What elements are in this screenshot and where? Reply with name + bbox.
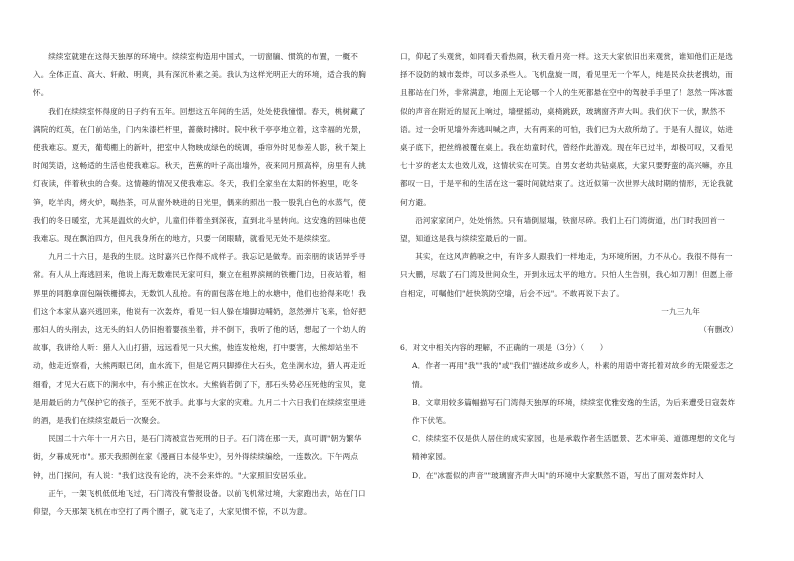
- paragraph-2: 我们在续续室怀得度的日子约有五年。回想这五年间的生活，处处使我憧憬。春天，桃树藏了满院的红英，在门前站坐，门内朱漆栏杆里，蔷薇时拂时。院中秋千亭亭地立着，这幸福的光景，使我难忘。夏天，葡萄棚上的新叶，把室中人物映成绿色的统调，垂帘外时见参差人影，秋千架上时闻笑语，这畅适的生活也使我难忘。秋天，芭蕉的叶子高出墙外，夜来同月照高梓，房里有人挑灯夜读，伴着秋虫的合奏。这情趣的情况又使我难忘。冬天，我们全家坐在太阳的怀抱里，吃冬笋，吃羊肉，烤火炉，喝热茶，可从窗外映进的日光里，偶来的照出一股一股乳白色的水蒸气，使我们的冬日暖室，尤其是温炊的火炉，儿童们伴着坐到深夜，直到北斗星转向。这安逸的回味也使我难忘。现在飘泊四方，但凡我身所在的地方，只要一闭眼睛，就看见无处不是续续室。: [33, 106, 366, 244]
- option-a: A．作者一再用"我""我的"或"我们"描述故乡或乡人，朴素的用语中寄托着对故乡的无限爱恋之情。: [412, 361, 734, 389]
- option-c: C．续续室不仅是供人居住的成实家园，也是承载作者生活愿景、艺术审美、道德理想的文化与精神家园。: [412, 434, 736, 462]
- paragraph-6: 口，仰起了头观赏，如同看天看热闹，秋天看月亮一样。这天大家依旧出来观赏，谁知他们正是选择不设防的城市轰炸，可以多杀些人。飞机盘旋一周，看见里无一个军人，纯是民众扶老携幼，而且都站在门外，非常满意，地面上无论哪一个人的生死都悬在空中的驾驶手手里了！忽然一阵冰雹似的声音在附近的屋瓦上响过，墙壁摇动，桌椅跳跃，玻璃窗齐声大叫。我们伏下一伏，默然不语。过一会听见墙外奔逃叫喊之声，大有两来的可怕，我们已为大敌所劫了。于是有人提议，姑进桌子底下，把丝绵被覆在桌上。我在幼童时代，曾经作此游戏。现在年已过半，却极可叹，又看见七十岁的老太太也效儿戏，这情状实在可笑。自男女老幼共钻桌底，大家只要野蛮的高兴嘛，亦且都叹一日，于是平和的生活在这一霎时间就结束了。这近似第一次世界大战时期的情形，无论我就何方避。: [400, 52, 733, 207]
- option-d: D．在"冰雹似的声音""玻璃窗齐声大叫"的环境中大家默然不语，写出了面对轰炸时人: [412, 470, 704, 480]
- paragraph-3: 九月二十六日，是我的生辰。这时嘉兴已作得不成样子。我忘记是做寿。而亲朋的谈话异乎寻常。有人从上海逃回来，他说上海无数难民无家可归，聚立在租界滨闸的铁栅门边，日夜站着，相界里的同胞拿面包隔铁栅掷去，无数饥人乱抢。有的面包落在地上的水塘中，他们也拾得来吃！我们这个本家从嘉兴逃回来，他说有一次轰炸，看见一妇人躲在墙脚边哺奶，忽然弹片飞来，恰好把那妇人的头削去，这无头的妇人仍旧抱着婴孩坐着，并不倒下，我听了他的话，想起了一个幼人的故事，我讲给人听：猎人入山打猎，远远看见一只大熊，他连发枪炮，打中要害，大熊却站坐不动，他走近察看，大熊两眼已闭，血水流下，但是它两只脚捧住大石头，危坐涧水边，猎人再走近细看，才见大石底下的涧水中，有小熊正在饮水。大熊倘若倒了下，那石头势必压死他的宝贝，竟是用最后的力气保护它的孩子，至死不放手。此事与大家的灾难。九月二十六日我们在续续室里进的酒，是我们在续续室最后一次聚会。: [33, 252, 366, 426]
- paragraph-8: 其实，在这风声鹤唳之中，有许多人跟我们一样地走，为环境所困，力不从心。我很不得有一只大鹏，尽载了石门湾及世间众生，开到永远太平的地方。只怕人生告别，我心如刀割！但愿上帝自相定，可嘱他们"赶快筑防空墙，后会不远"。不敢再说下去了。: [400, 252, 733, 298]
- question-stem: 6．对文中相关内容的理解，不正确的一项是（3分）（ ）: [400, 343, 608, 353]
- paragraph-7: 沿河家家闭户，处处悄然。只有墙倒屋塌，铁窗尽碎。我们上石门湾街道，出门时我回首一望，知道这是我与续续室最后的一面。: [400, 215, 725, 244]
- paragraph-5: 正午，一架飞机低低地飞过，石门湾没有警报设备。以前飞机常过境，大家跑出去，站在门口仰望，今天那架飞机在市空打了两个圈子，就飞走了，大家见惯不惊，不以为意。: [33, 488, 366, 517]
- source-note: （有删改）: [699, 325, 738, 335]
- option-b: B．文章用较多篇幅描写石门湾得天独厚的环境，续续室优雅安逸的生活，为后来遭受日寇轰炸作下伏笔。: [412, 397, 736, 426]
- left-column: [33, 48, 371, 521]
- paragraph-1: 续续室就建在这得天独厚的环境中。续续室构造用中国式，一切窗牖、惯筑的布置，一概不入。全体正直、高大、轩敞、明爽，具有深沉朴素之美。我认为这样光明正大的环境，适合我的胸怀。: [33, 52, 366, 98]
- date-line: 一九三九年: [661, 306, 700, 316]
- right-column: [400, 48, 738, 485]
- paragraph-4: 民国二十六年十一月六日，是石门湾被宣告死刑的日子。石门湾在那一天，真可谓"朝为繁华街，夕暮成死市"。那天我照例在家《漫画日本侵华史》，另外得续续编绘，一连数次。下午两点钟，出门探问，有人说："我们这没有论的，决不会来炸的。"大家照旧安居乐业。: [33, 434, 362, 480]
